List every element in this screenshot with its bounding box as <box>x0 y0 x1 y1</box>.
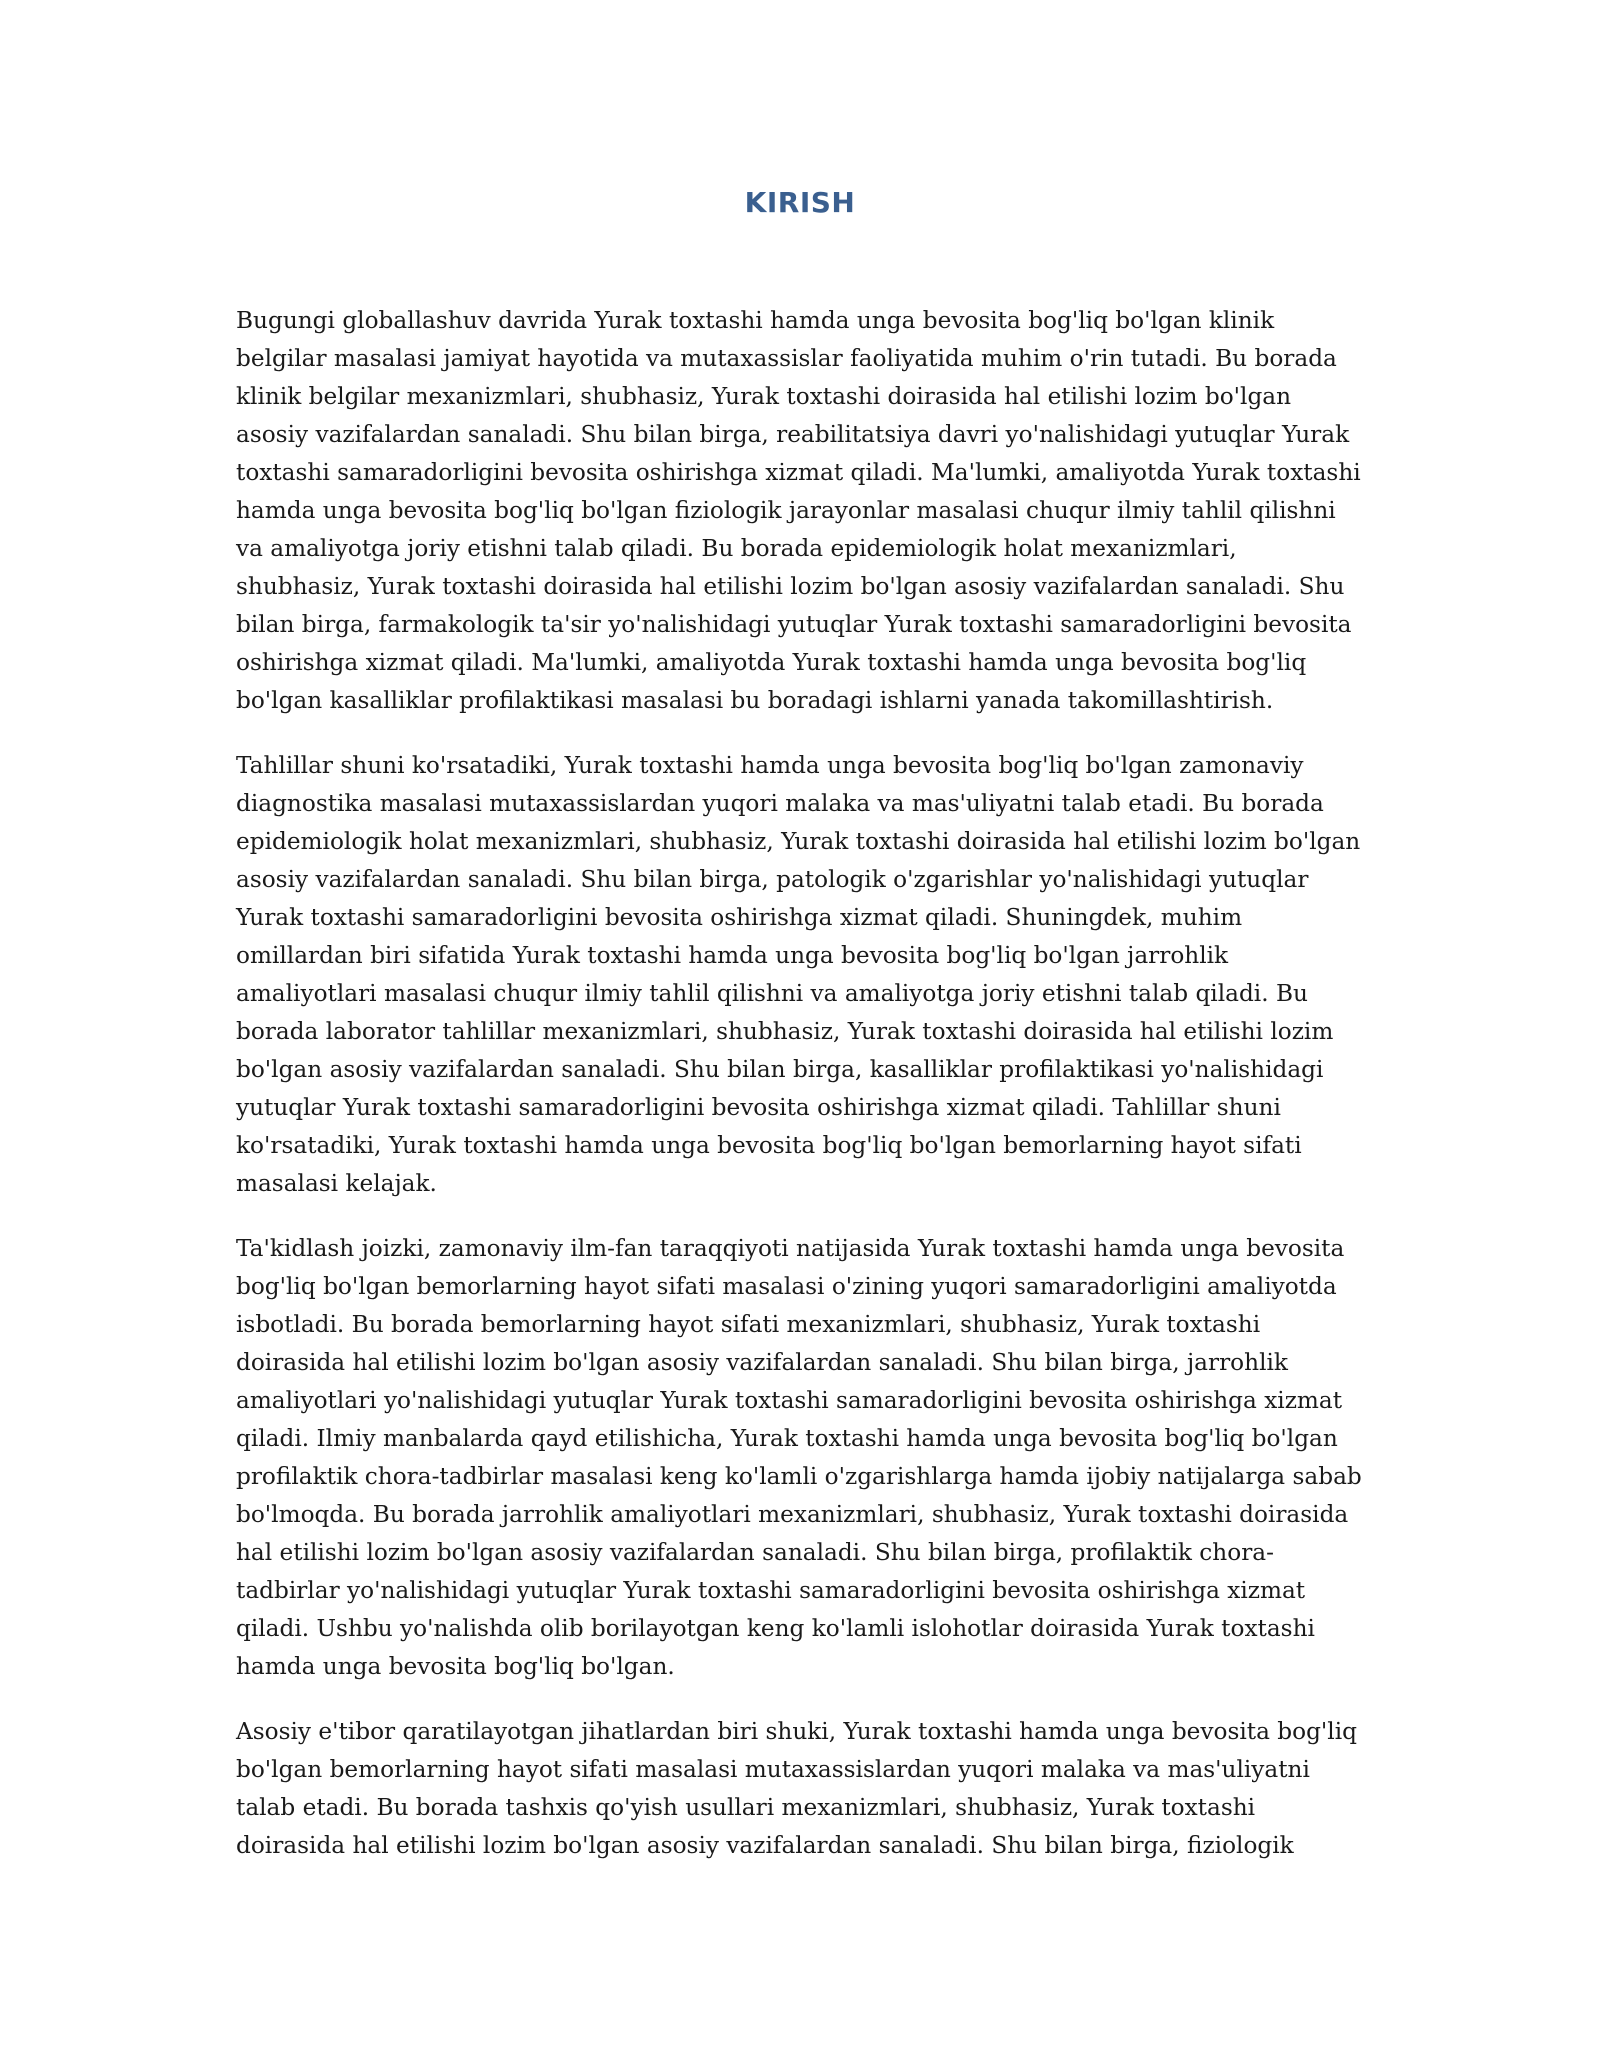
paragraph-3: Ta'kidlash joizki, zamonaviy ilm-fan taraqqiyoti natijasida Yurak toxtashi hamda unga bevosita bog'liq bo'lgan bemorlarning hayot sifati masalasi o'zining yuqori samaradorligini amaliyotda isbotladi. Bu borada bemorlarning hayot sifati mexanizmlari, shubhasiz, Yurak toxtashi doirasida hal etilishi lozim bo'lgan asosiy vazifalardan sanaladi. Shu bilan birga, jarrohlik amaliyotlari yo'nalishidagi yutuqlar Yurak toxtashi samaradorligini bevosita oshirishga xizmat qiladi. Ilmiy manbalarda qayd etilishicha, Yurak toxtashi hamda unga bevosita bog'liq bo'lgan profilaktik chora-tadbirlar masalasi keng ko'lamli o'zgarishlarga hamda ijobiy natijalarga sabab bo'lmoqda. Bu borada jarrohlik amaliyotlari mexanizmlari, shubhasiz, Yurak toxtashi doirasida hal etilishi lozim bo'lgan asosiy vazifalardan sanaladi. Shu bilan birga, profilaktik chora-tadbirlar yo'nalishidagi yutuqlar Yurak toxtashi samaradorligini bevosita oshirishga xizmat qiladi. Ushbu yo'nalishda olib borilayotgan keng ko'lamli islohotlar doirasida Yurak toxtashi hamda unga bevosita bog'liq bo'lgan. <box>236 1235 1362 1680</box>
page-title: KIRISH <box>744 186 856 219</box>
document-body <box>236 302 1366 1892</box>
paragraph-1: Bugungi globallashuv davrida Yurak toxtashi hamda unga bevosita bog'liq bo'lgan klinik belgilar masalasi jamiyat hayotida va mutaxassislar faoliyatida muhim o'rin tutadi. Bu borada klinik belgilar mexanizmlari, shubhasiz, Yurak toxtashi doirasida hal etilishi lozim bo'lgan asosiy vazifalardan sanaladi. Shu bilan birga, reabilitatsiya davri yo'nalishidagi yutuqlar Yurak toxtashi samaradorligini bevosita oshirishga xizmat qiladi. Ma'lumki, amaliyotda Yurak toxtashi hamda unga bevosita bog'liq bo'lgan fiziologik jarayonlar masalasi chuqur ilmiy tahlil qilishni va amaliyotga joriy etishni talab qiladi. Bu borada epidemiologik holat mexanizmlari, shubhasiz, Yurak toxtashi doirasida hal etilishi lozim bo'lgan asosiy vazifalardan sanaladi. Shu bilan birga, farmakologik ta'sir yo'nalishidagi yutuqlar Yurak toxtashi samaradorligini bevosita oshirishga xizmat qiladi. Ma'lumki, amaliyotda Yurak toxtashi hamda unga bevosita bog'liq bo'lgan kasalliklar profilaktikasi masalasi bu boradagi ishlarni yanada takomillashtirish. <box>236 307 1361 714</box>
paragraph-2: Tahlillar shuni ko'rsatadiki, Yurak toxtashi hamda unga bevosita bog'liq bo'lgan zamonaviy diagnostika masalasi mutaxassislardan yuqori malaka va mas'uliyatni talab etadi. Bu borada epidemiologik holat mexanizmlari, shubhasiz, Yurak toxtashi doirasida hal etilishi lozim bo'lgan asosiy vazifalardan sanaladi. Shu bilan birga, patologik o'zgarishlar yo'nalishidagi yutuqlar Yurak toxtashi samaradorligini bevosita oshirishga xizmat qiladi. Shuningdek, muhim omillardan biri sifatida Yurak toxtashi hamda unga bevosita bog'liq bo'lgan jarrohlik amaliyotlari masalasi chuqur ilmiy tahlil qilishni va amaliyotga joriy etishni talab qiladi. Bu borada laborator tahlillar mexanizmlari, shubhasiz, Yurak toxtashi doirasida hal etilishi lozim bo'lgan asosiy vazifalardan sanaladi. Shu bilan birga, kasalliklar profilaktikasi yo'nalishidagi yutuqlar Yurak toxtashi samaradorligini bevosita oshirishga xizmat qiladi. Tahlillar shuni ko'rsatadiki, Yurak toxtashi hamda unga bevosita bog'liq bo'lgan bemorlarning hayot sifati masalasi kelajak. <box>236 752 1361 1197</box>
paragraph-4: Asosiy e'tibor qaratilayotgan jihatlardan biri shuki, Yurak toxtashi hamda unga bevosita bog'liq bo'lgan bemorlarning hayot sifati masalasi mutaxassislardan yuqori malaka va mas'uliyatni talab etadi. Bu borada tashxis qo'yish usullari mexanizmlari, shubhasiz, Yurak toxtashi doirasida hal etilishi lozim bo'lgan asosiy vazifalardan sanaladi. Shu bilan birga, fiziologik <box>236 1718 1357 1859</box>
